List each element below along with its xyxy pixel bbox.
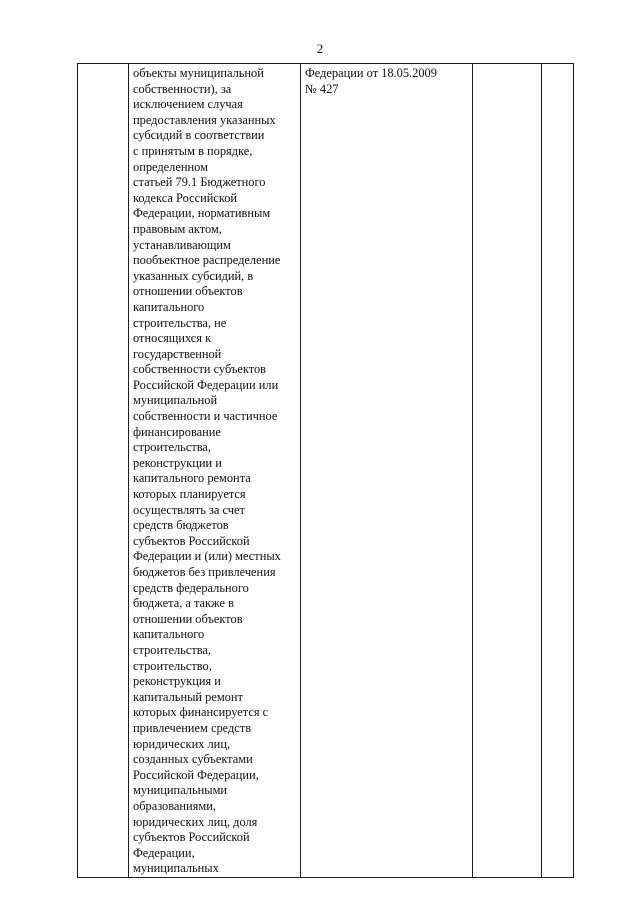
text-line: капитального ремонта [133,471,251,486]
text-line: Федерации и (или) местных [133,549,281,564]
text-line: кодекса Российской [133,190,238,205]
text-line: реконструкция и [133,674,221,689]
text-line: которых финансируется с [133,705,269,720]
text-line: которых планируется [133,487,246,502]
text-line: Российской Федерации, [133,767,259,782]
text-line: капитальный ремонт [133,689,243,704]
text-line: бюджетов без привлечения [133,565,276,579]
text-line: средств бюджетов [133,518,229,533]
text-line: субъектов Российской [133,830,250,845]
text-line: строительства, [133,440,212,455]
text-line: реконструкции и [133,455,222,470]
text-line: муниципальной [133,393,218,408]
text-line: Федерации, [133,845,195,860]
text-line: строительства, [133,642,212,657]
text-line: исключением случая [133,97,243,112]
text-line: отношении объектов [133,611,243,626]
text-line: финансирование [133,424,221,439]
column-3-text [301,64,472,97]
page-number: 2 [316,41,324,56]
text-line: указанных субсидий, в [133,268,254,283]
text-line: Федерации от 18.05.2009 [305,66,437,80]
text-line: образованиями, [133,798,216,813]
text-line: муниципальными [133,783,228,798]
text-line: средств федерального [133,580,249,595]
text-line: отношении объектов [133,284,243,299]
table-cell-column-2 [129,64,301,878]
text-line: собственности и частичное [133,409,278,424]
text-line: осуществлять за счет [133,502,245,517]
text-line: юридических лиц, [133,736,231,751]
text-line: капитального [133,299,205,314]
text-line: муниципальных [133,861,219,876]
text-line: строительство, [133,658,212,673]
text-line: строительства, не [133,315,227,330]
text-line: юридических лиц, доля [133,814,258,829]
text-line: государственной [133,346,222,361]
text-line: относящихся к [133,331,212,346]
text-line: предоставления указанных [133,112,276,127]
text-line: Российской Федерации или [133,377,279,392]
text-line: привлечением средств [133,720,252,735]
text-line: устанавливающим [133,237,231,252]
text-line: пообъектное распределение [133,253,281,268]
text-line: с принятым в порядке, [133,143,253,158]
text-line: № 427 [305,81,339,96]
text-line: собственности), за [133,81,232,96]
table-cell-column-3 [301,64,473,878]
text-line: определенном [133,159,208,174]
text-line: капитального [133,627,205,642]
table-cell-column-4 [473,64,542,878]
text-line: Федерации, нормативным [133,206,271,221]
text-line: объекты муниципальной [133,66,264,80]
text-line: субсидий в соответствии [133,128,265,143]
text-line: правовым актом, [133,221,222,236]
text-line: субъектов Российской [133,533,250,548]
text-line: статьей 79.1 Бюджетного [133,175,266,190]
document-table [77,63,574,878]
text-line: собственности субъектов [133,362,267,377]
text-line: созданных субъектами [133,752,253,767]
table-cell-column-1 [78,64,129,878]
column-2-text [129,64,300,877]
table-cell-column-5 [542,64,574,878]
table-row [78,64,574,878]
text-line: бюджета, а также в [133,596,234,611]
